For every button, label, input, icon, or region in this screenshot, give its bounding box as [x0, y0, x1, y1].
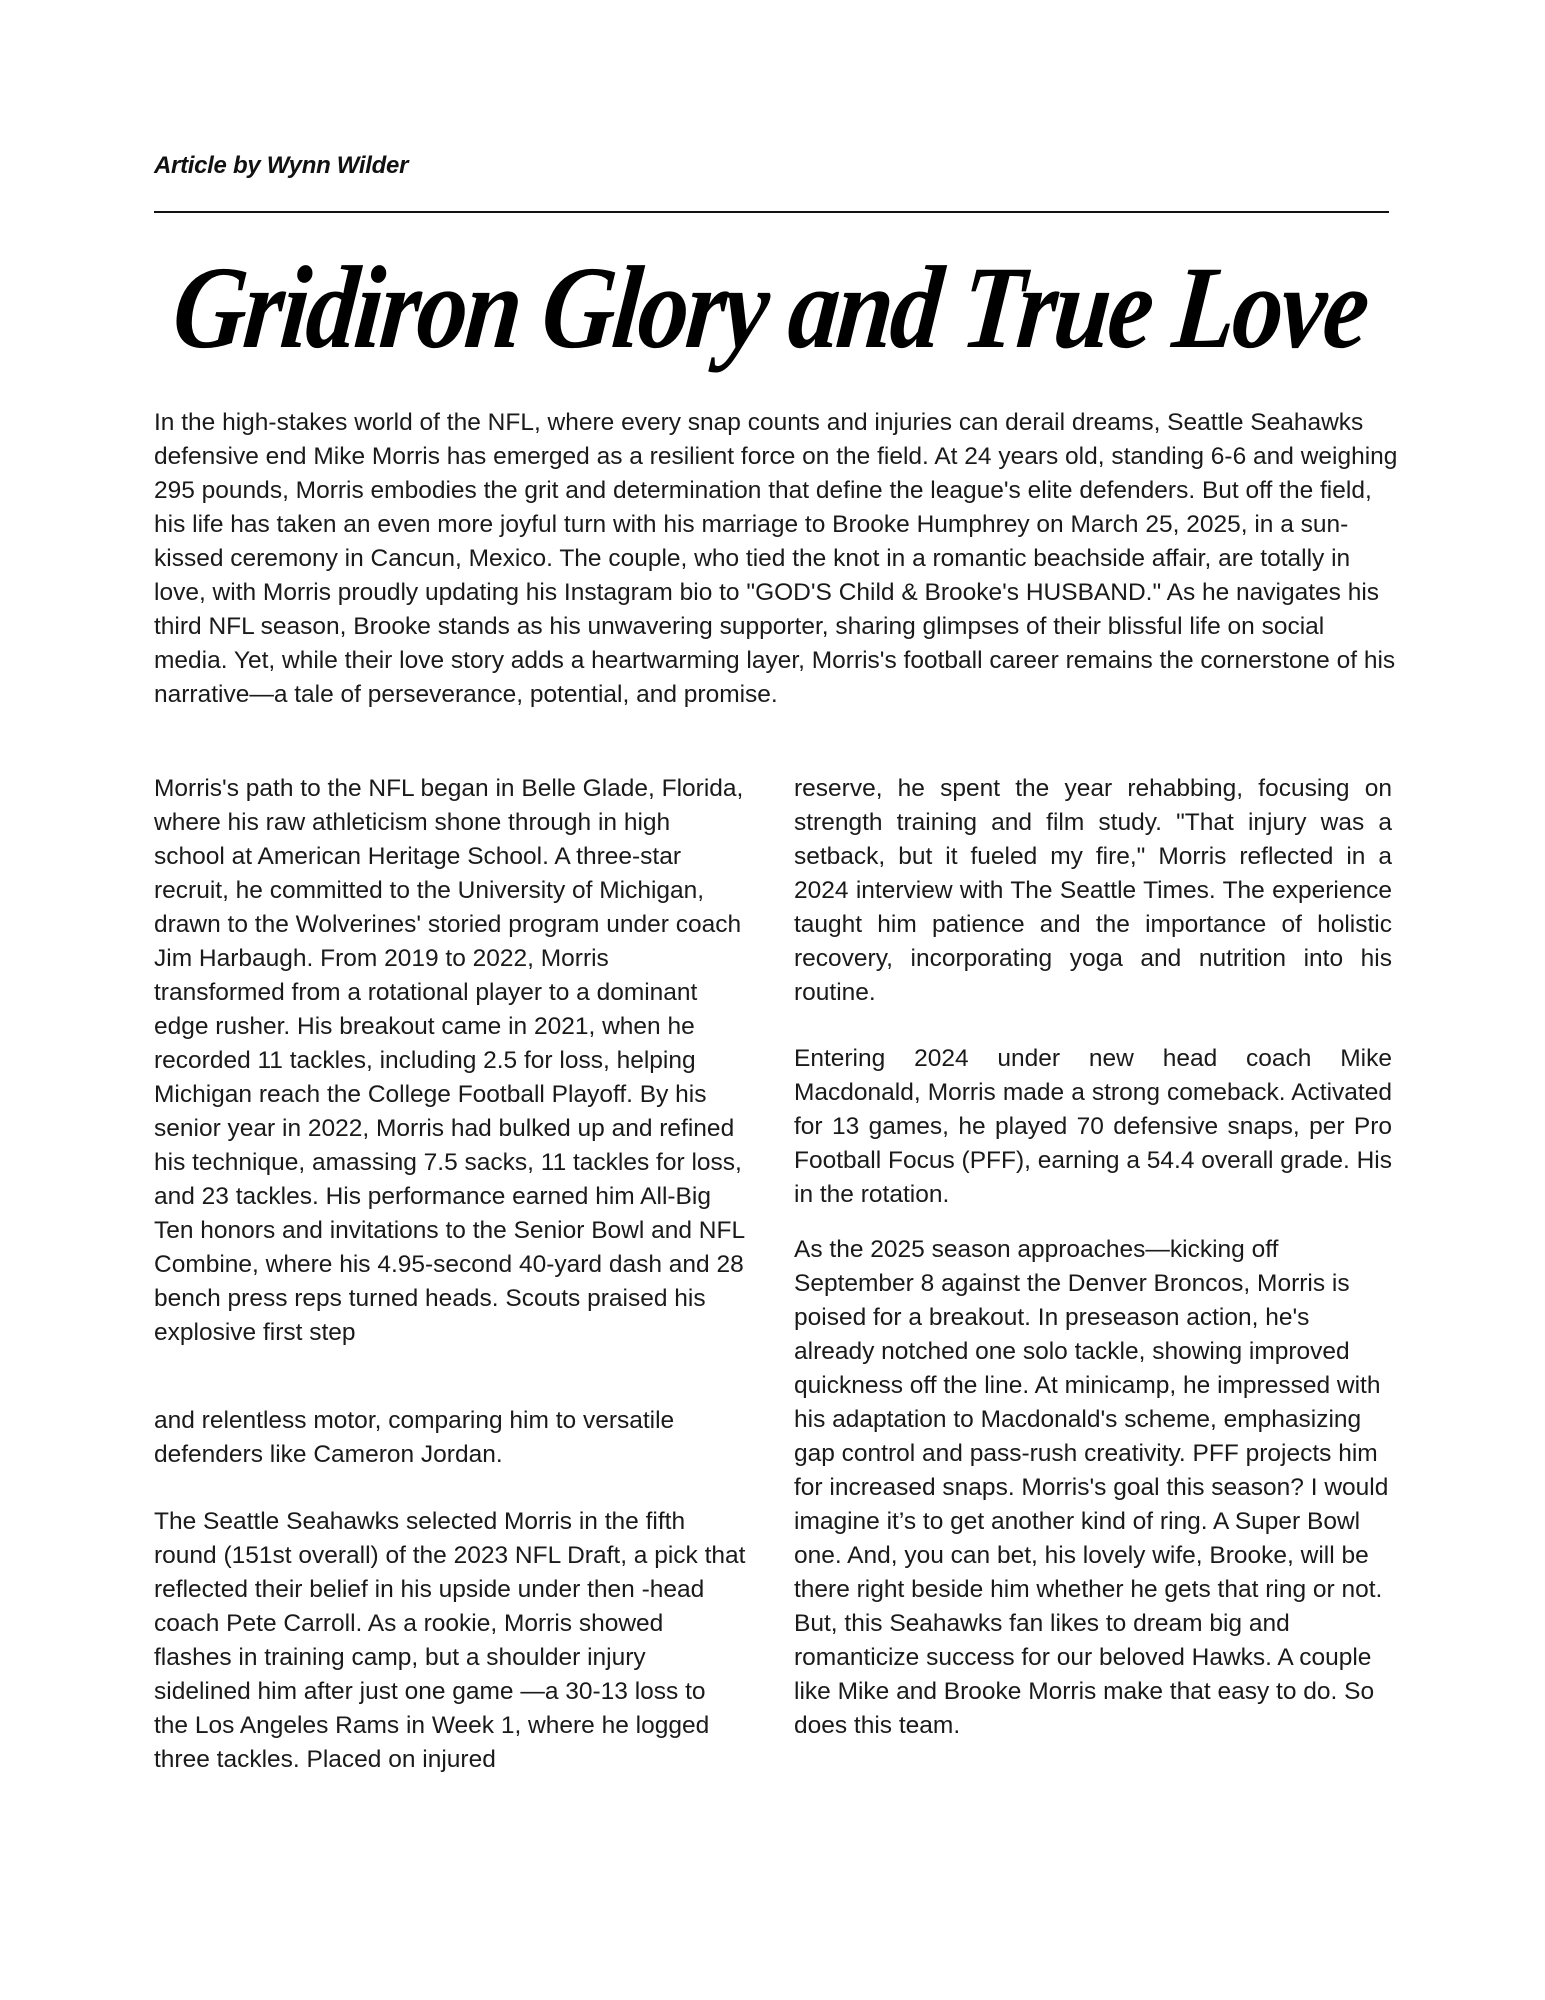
article-headline: [154, 238, 1394, 378]
left-column-paragraph-1: Morris's path to the NFL began in Belle Glade, Florida, where his raw athleticism shone through in high school at American Heritage School. A three-star recruit, he committed to the University of Michigan, drawn to the Wolverines' storied program under coach Jim Harbaugh. From 2019 to 2022, Morris transformed from a rotational player to a dominant edge rusher. His breakout came in 2021, when he recorded 11 tackles, including 2.5 for loss, helping Michigan reach the College Football Playoff. By his senior year in 2022, Morris had bulked up and refined his technique, amassing 7.5 sacks, 11 tackles for loss, and 23 tackles. His performance earned him All-Big Ten honors and invitations to the Senior Bowl and NFL Combine, where his 4.95-second 40-yard dash and 28 bench press reps turned heads. Scouts praised his explosive first step: [154, 775, 745, 1346]
left-column-paragraph-2: and relentless motor, comparing him to versatile defenders like Cameron Jordan.: [154, 1407, 675, 1468]
right-column-paragraph-1: reserve, he spent the year rehabbing, focusing on strength training and film study. "That injury was a setback, but it fueled my fire," Morris reflected in a 2024 interview with The Seattle Times. The experience taught him patience and the importance of holistic recovery, incorporating yoga and nutrition into his routine.: [794, 775, 1392, 1006]
right-column-paragraph-2: Entering 2024 under new head coach Mike Macdonald, Morris made a strong comeback. Activated for 13 games, he played 70 defensive snaps, per Pro Football Focus (PFF), earning a 54.4 overall grade. His in the rotation.: [794, 1045, 1392, 1208]
left-column-paragraph-3: The Seattle Seahawks selected Morris in the fifth round (151st overall) of the 2023 NFL Draft, a pick that reflected their belief in his upside under then -head coach Pete Carroll. As a rookie, Morris showed flashes in training camp, but a shoulder injury sidelined him after just one game —a 30-13 loss to the Los Angeles Rams in Week 1, where he logged three tackles. Placed on injured: [154, 1508, 746, 1773]
header-divider: [154, 211, 1389, 213]
article-byline: Article by Wynn Wilder: [154, 152, 409, 179]
intro-paragraph: In the high-stakes world of the NFL, where every snap counts and injuries can derail dreams, Seattle Seahawks defensive end Mike Morris has emerged as a resilient force on the field. At 24 years old, standing 6-6 and weighing 295 pounds, Morris embodies the grit and determination that define the league's elite defenders. But off the field, his life has taken an even more joyful turn with his marriage to Brooke Humphrey on March 25, 2025, in a sun-kissed ceremony in Cancun, Mexico. The couple, who tied the knot in a romantic beachside affair, are totally in love, with Morris proudly updating his Instagram bio to "GOD'S Child & Brooke's HUSBAND." As he navigates his third NFL season, Brooke stands as his unwavering supporter, sharing glimpses of their blissful life on social media. Yet, while their love story adds a heartwarming layer, Morris's football career remains the cornerstone of his narrative—a tale of perseverance, potential, and promise.: [154, 409, 1398, 708]
headline-text: Gridiron Glory and True Love: [168, 242, 1373, 373]
right-column-paragraph-3: As the 2025 season approaches—kicking off September 8 against the Denver Broncos, Morris is poised for a breakout. In preseason action, he's already notched one solo tackle, showing improved quickness off the line. At minicamp, he impressed with his adaptation to Macdonald's scheme, emphasizing gap control and pass-rush creativity. PFF projects him for increased snaps. Morris's goal this season? I would imagine it’s to get another kind of ring. A Super Bowl one. And, you can bet, his lovely wife, Brooke, will be there right beside him whether he gets that ring or not. But, this Seahawks fan likes to dream big and romanticize success for our beloved Hawks. A couple like Mike and Brooke Morris make that easy to do. So does this team.: [794, 1236, 1389, 1739]
